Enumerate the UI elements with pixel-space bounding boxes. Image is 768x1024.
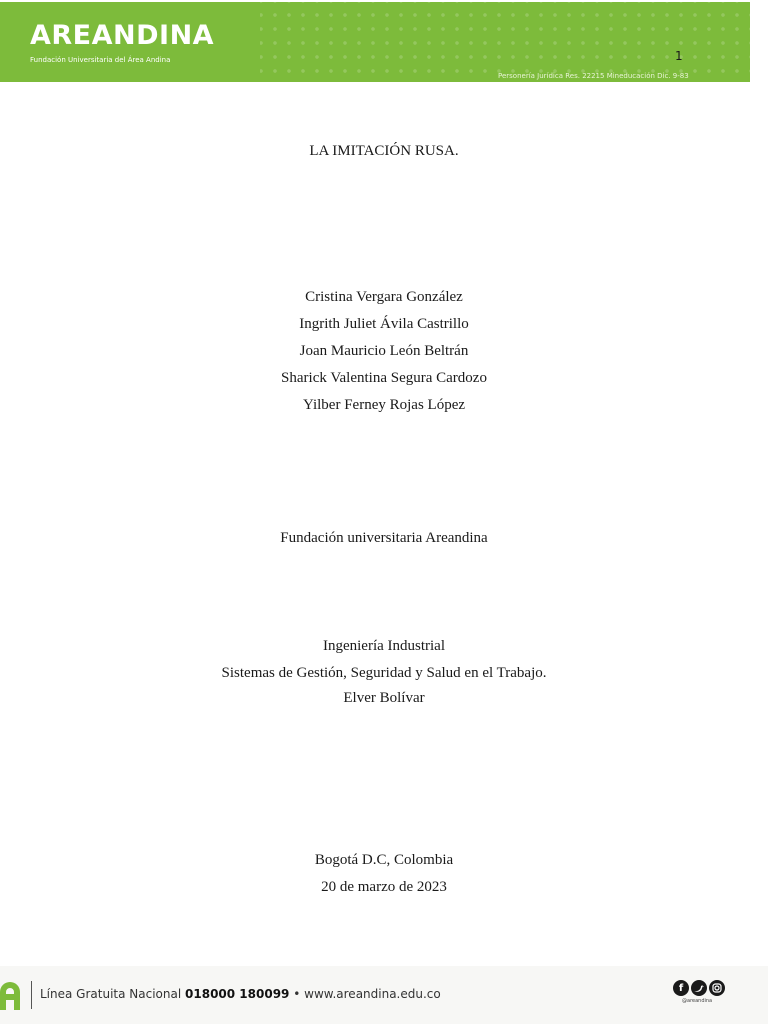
areandina-a-mark-icon [0, 974, 24, 1014]
teacher-name: Elver Bolívar [343, 690, 425, 706]
facebook-icon[interactable]: f [673, 980, 689, 996]
footer-contact [40, 987, 441, 1001]
areandina-logo: AREANDINA [30, 20, 215, 51]
social-handle: @areandina [682, 998, 713, 1004]
instagram-icon[interactable] [709, 980, 725, 996]
program-name: Ingeniería Industrial [322, 638, 446, 654]
course-name: Sistemas de Gestión, Seguridad y Salud en el Trabajo. [221, 665, 547, 681]
page-number: 1 [675, 49, 683, 63]
social-icons [673, 980, 725, 996]
logo-subtitle: Fundación Universitaria del Área Andina [30, 56, 171, 64]
document-title: LA IMITACIÓN RUSA. [309, 143, 459, 159]
author-name: Yilber Ferney Rojas López [302, 397, 466, 413]
website-link[interactable]: www.areandina.edu.co [304, 987, 441, 1001]
legal-registration: Personería Jurídica Res. 22215 Mineducación Dic. 9-83 [498, 72, 689, 80]
author-name: Sharick Valentina Segura Cardozo [281, 370, 487, 386]
header-band [0, 2, 750, 82]
hotline-number: 018000 180099 [185, 987, 290, 1001]
twitter-icon[interactable] [691, 980, 707, 996]
date: 20 de marzo de 2023 [321, 879, 447, 895]
institution-name: Fundación universitaria Areandina [280, 530, 488, 546]
footer-separator: • [293, 987, 301, 1001]
footer-divider [31, 981, 32, 1009]
hotline-label: Línea Gratuita Nacional [40, 987, 182, 1001]
author-name: Joan Mauricio León Beltrán [299, 343, 469, 359]
city: Bogotá D.C, Colombia [314, 852, 454, 868]
author-name: Ingrith Juliet Ávila Castrillo [299, 316, 469, 332]
author-name: Cristina Vergara González [305, 289, 463, 305]
